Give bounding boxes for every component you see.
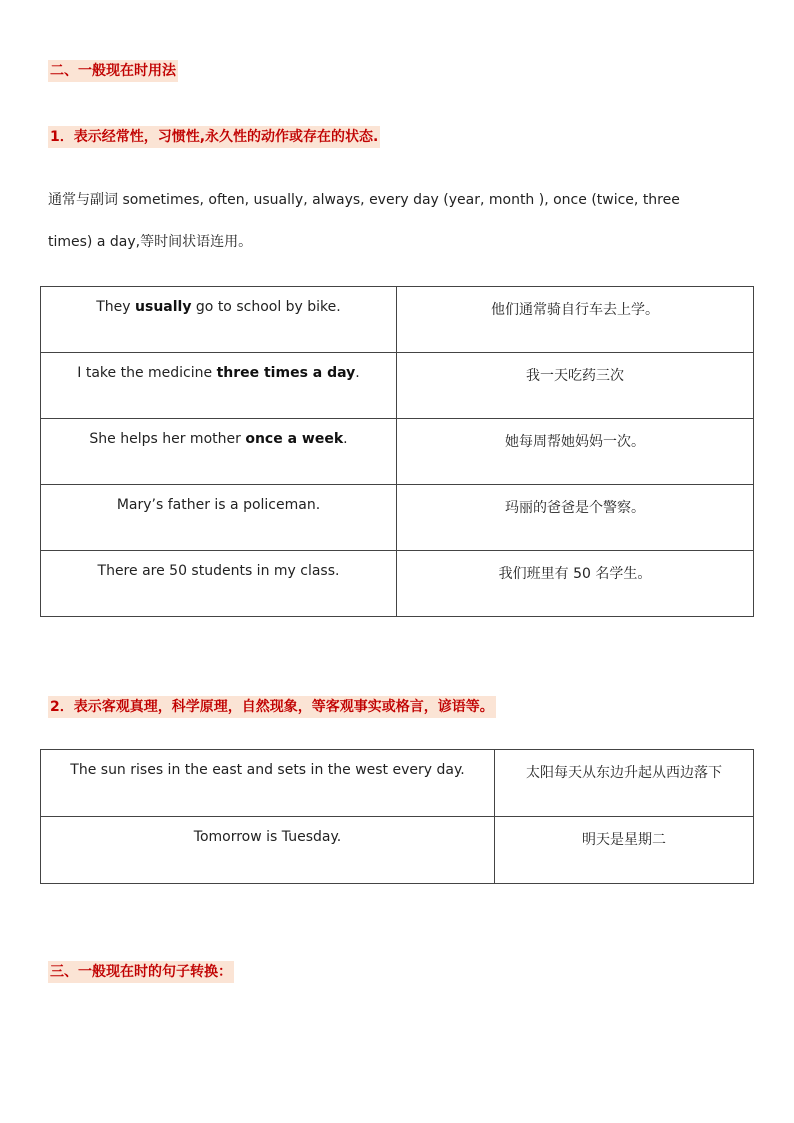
description-line-2: times) a day,等时间状语连用。	[48, 234, 253, 250]
example-table-truths	[40, 749, 754, 884]
chinese-translation: 我一天吃药三次	[397, 353, 754, 419]
english-sentence: Tomorrow is Tuesday.	[41, 817, 495, 884]
english-sentence: They usually go to school by bike.	[41, 287, 397, 353]
point-1-heading: 1．表示经常性，习惯性,永久性的动作或存在的状态.	[48, 126, 380, 148]
table-row	[41, 485, 754, 551]
description-line-1: 通常与副词 sometimes, often, usually, always, every day (year, month ), once (twice, three	[48, 192, 680, 208]
point-1-description	[48, 179, 748, 263]
chinese-translation: 她每周帮她妈妈一次。	[397, 419, 754, 485]
table-row	[41, 817, 754, 884]
table-row	[41, 750, 754, 817]
english-sentence: The sun rises in the east and sets in the west every day.	[41, 750, 495, 817]
section-title-conversion: 三、一般现在时的句子转换：	[48, 961, 234, 983]
chinese-translation: 玛丽的爸爸是个警察。	[397, 485, 754, 551]
point-2-heading: 2．表示客观真理，科学原理，自然现象，等客观事实或格言，谚语等。	[48, 696, 496, 718]
table-row	[41, 551, 754, 617]
chinese-translation: 他们通常骑自行车去上学。	[397, 287, 754, 353]
example-table-habitual	[40, 286, 754, 617]
chinese-translation: 太阳每天从东边升起从西边落下	[495, 750, 754, 817]
section-title-usage: 二、一般现在时用法	[48, 60, 178, 82]
table-row	[41, 287, 754, 353]
table-row	[41, 353, 754, 419]
english-sentence: She helps her mother once a week.	[41, 419, 397, 485]
chinese-translation: 明天是星期二	[495, 817, 754, 884]
english-sentence: Mary’s father is a policeman.	[41, 485, 397, 551]
english-sentence: There are 50 students in my class.	[41, 551, 397, 617]
chinese-translation: 我们班里有 50 名学生。	[397, 551, 754, 617]
english-sentence: I take the medicine three times a day.	[41, 353, 397, 419]
table-row	[41, 419, 754, 485]
